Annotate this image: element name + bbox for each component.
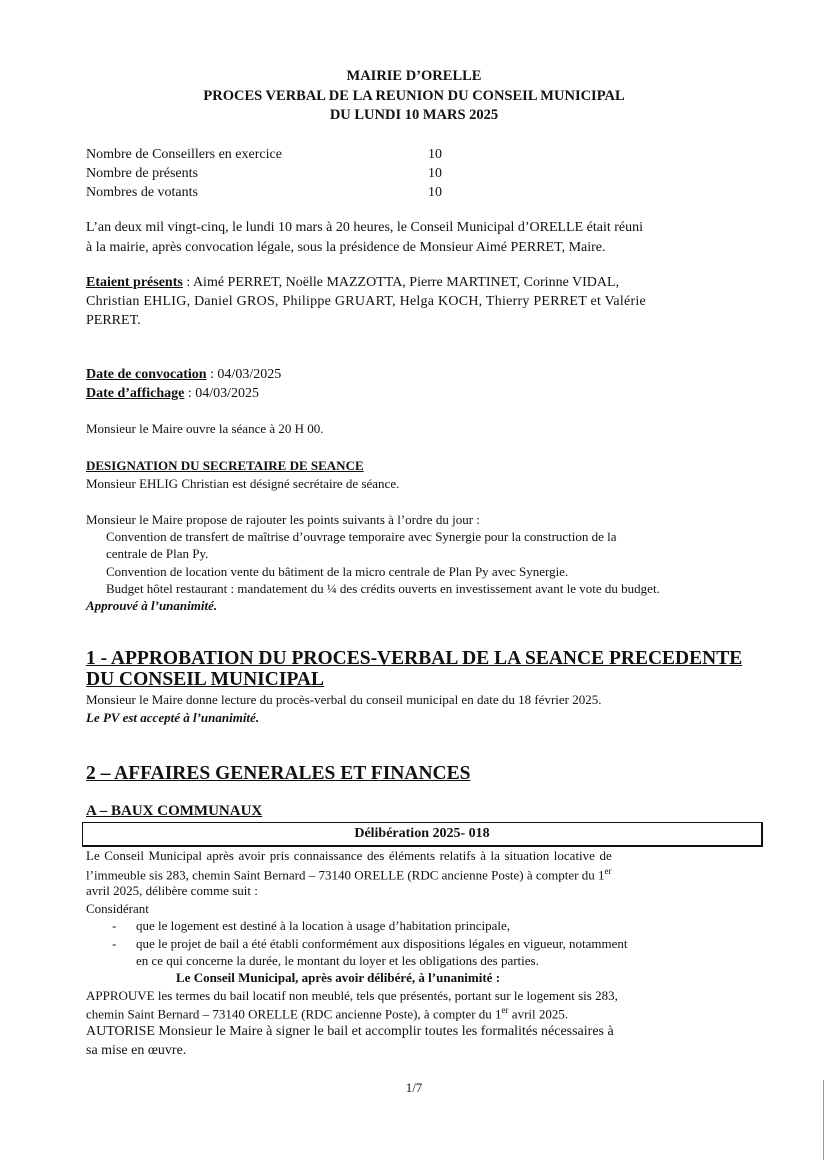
scan-edge-line	[823, 1080, 824, 1160]
section-2-subtitle: A – BAUX COMMUNAUX	[86, 803, 263, 819]
agenda-approved: Approuvé à l’unanimité.	[86, 598, 218, 613]
intro-line-1: L’an deux mil vingt-cinq, le lundi 10 mars à 20 heures, le Conseil Municipal d’ORELLE était réuni	[86, 220, 644, 235]
deliberation-considering: Considérant	[86, 901, 149, 916]
header-title: PROCES VERBAL DE LA REUNION DU CONSEIL MUNICIPAL	[203, 88, 625, 104]
intro-line-2: à la mairie, après convocation légale, sous la présidence de Monsieur Aimé PERRET, Maire.	[86, 240, 606, 255]
presents-line-3: PERRET.	[86, 313, 141, 328]
deliberation-bullet-1: que le logement est destiné à la location à usage d’habitation principale,	[136, 918, 510, 933]
date-convocation	[86, 367, 281, 383]
deliberation-para-line-2-sup: er	[604, 866, 612, 876]
secretary-title: DESIGNATION DU SECRETAIRE DE SEANCE	[86, 458, 364, 473]
section-1-text: Monsieur le Maire donne lecture du procès-verbal du conseil municipal en date du 18 février 2025.	[86, 692, 602, 707]
deliberation-authorize-line-1: AUTORISE Monsieur le Maire à signer le bail et accomplir toutes les formalités nécessaires à	[86, 1024, 614, 1039]
deliberation-approve-line-2a: chemin Saint Bernard – 73140 ORELLE (RDC ancienne Poste), à compter du 1	[86, 1006, 502, 1022]
presents-label: Etaient présents	[86, 275, 183, 290]
bullet-dash-1: -	[112, 918, 117, 933]
page-number: 1/7	[405, 1080, 423, 1095]
section-2-title: 2 – AFFAIRES GENERALES ET FINANCES	[86, 763, 471, 784]
date-convocation-label: Date de convocation	[86, 367, 207, 382]
count-label-votants: Nombres de votants	[86, 185, 198, 200]
presents-line-2: Christian EHLIG, Daniel GROS, Philippe GRUART, Helga KOCH, Thierry PERRET et Valérie	[86, 294, 647, 309]
presents-line-1	[86, 275, 619, 291]
agenda-item-1-line-1: Convention de transfert de maîtrise d’ouvrage temporaire avec Synergie pour la construction de la	[106, 529, 617, 544]
date-convocation-value: : 04/03/2025	[206, 367, 282, 382]
count-label-presents: Nombre de présents	[86, 166, 198, 181]
deliberation-bullet-2-line-1: que le projet de bail a été établi conformément aux dispositions légales en vigueur, notamment	[136, 936, 628, 951]
deliberation-approve-line-2	[86, 1005, 568, 1022]
agenda-item-1-line-2: centrale de Plan Py.	[106, 546, 209, 561]
count-label-exercice: Nombre de Conseillers en exercice	[86, 147, 282, 162]
opening-text: Monsieur le Maire ouvre la séance à 20 H 00.	[86, 421, 324, 436]
bullet-dash-2: -	[112, 936, 117, 951]
deliberation-para-line-2-text: l’immeuble sis 283, chemin Saint Bernard – 73140 ORELLE (RDC ancienne Poste) à compter du 1	[86, 867, 605, 883]
date-affichage-label: Date d’affichage	[86, 386, 185, 401]
deliberation-decision: Le Conseil Municipal, après avoir délibéré, à l’unanimité :	[176, 970, 501, 985]
count-value-votants: 10	[428, 185, 442, 200]
deliberation-authorize-line-2: sa mise en œuvre.	[86, 1043, 187, 1058]
deliberation-para-line-3: avril 2025, délibère comme suit :	[86, 883, 258, 898]
agenda-item-2: Convention de location vente du bâtiment de la micro centrale de Plan Py avec Synergie.	[106, 564, 569, 579]
secretary-text: Monsieur EHLIG Christian est désigné secrétaire de séance.	[86, 476, 400, 491]
deliberation-approve-line-1: APPROUVE les termes du bail locatif non meublé, tels que présentés, portant sur le logement sis 283,	[86, 988, 618, 1003]
deliberation-title-box	[82, 822, 763, 847]
count-value-presents: 10	[428, 166, 442, 181]
header-mairie: MAIRIE D’ORELLE	[346, 68, 482, 84]
date-affichage	[86, 386, 259, 402]
count-value-exercice: 10	[428, 147, 442, 162]
deliberation-para-line-1: Le Conseil Municipal après avoir pris connaissance des éléments relatifs à la situation locative de	[86, 848, 612, 863]
presents-names-1: : Aimé PERRET, Noëlle MAZZOTTA, Pierre MARTINET, Corinne VIDAL,	[182, 275, 620, 290]
deliberation-bullet-2-line-2: en ce qui concerne la durée, le montant du loyer et les obligations des parties.	[136, 953, 539, 968]
agenda-intro: Monsieur le Maire propose de rajouter les points suivants à l’ordre du jour :	[86, 512, 480, 527]
section-1-title-line-2: DU CONSEIL MUNICIPAL	[86, 669, 324, 690]
agenda-item-3: Budget hôtel restaurant : mandatement du ¼ des crédits ouverts en investissement avant le vote du budget.	[106, 581, 660, 596]
deliberation-approve-line-2-sup: er	[501, 1005, 509, 1015]
date-affichage-value: : 04/03/2025	[184, 386, 260, 401]
section-1-title-line-1: 1 - APPROBATION DU PROCES-VERBAL DE LA SEANCE PRECEDENTE	[86, 648, 743, 669]
deliberation-para-line-2	[86, 866, 611, 883]
header-date: DU LUNDI 10 MARS 2025	[329, 107, 499, 123]
section-1-result: Le PV est accepté à l’unanimité.	[86, 710, 260, 725]
deliberation-approve-line-2b: avril 2025.	[508, 1006, 569, 1022]
deliberation-title: Délibération 2025- 018	[354, 826, 490, 841]
